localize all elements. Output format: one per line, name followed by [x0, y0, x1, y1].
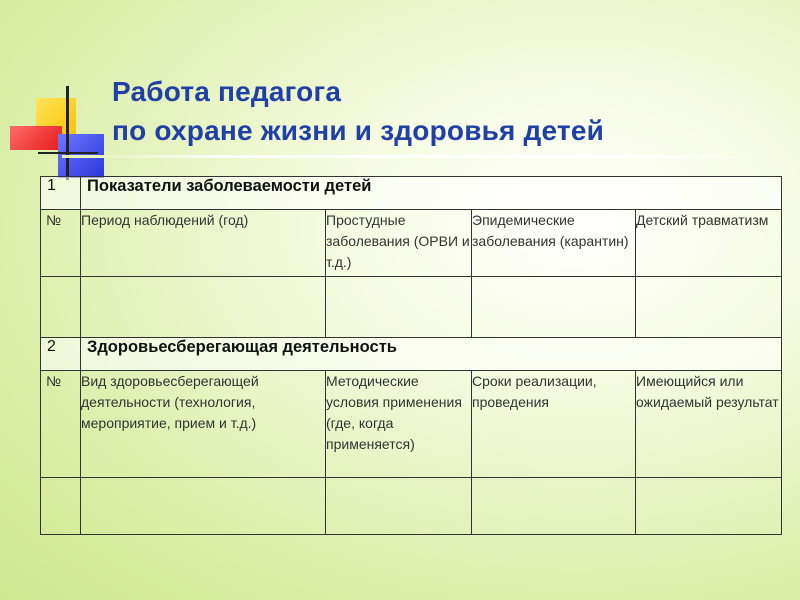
- table-cell: [326, 478, 472, 535]
- section-1-title: Показатели заболеваемости детей: [81, 177, 782, 210]
- table-cell: [81, 277, 326, 338]
- title-line-2: по охране жизни и здоровья детей: [112, 115, 605, 146]
- title-line-1: Работа педагога: [112, 76, 342, 107]
- main-table: [40, 176, 782, 535]
- section-2-number: 2: [41, 338, 81, 371]
- table-cell: [472, 277, 636, 338]
- red-square: [10, 126, 62, 150]
- section-2-row: [41, 338, 782, 371]
- table-cell: [636, 478, 782, 535]
- title-underline: [62, 155, 762, 158]
- table-cell: [81, 478, 326, 535]
- section-1-empty-row: [41, 277, 782, 338]
- section-2-col-num: №: [41, 371, 81, 478]
- section-1-number: 1: [41, 177, 81, 210]
- table-cell: [41, 478, 81, 535]
- section-1-header-row: [41, 210, 782, 277]
- section-2-col-conditions: Методические условия применения (где, когда применяется): [326, 371, 472, 478]
- section-1-row: [41, 177, 782, 210]
- section-2-col-result: Имеющийся или ожидаемый результат: [636, 371, 782, 478]
- section-2-empty-row: [41, 478, 782, 535]
- section-1-col-trauma: Детский травматизм: [636, 210, 782, 277]
- section-1-col-cold: Простудные заболевания (ОРВИ и т.д.): [326, 210, 472, 277]
- table-cell: [326, 277, 472, 338]
- decorative-squares-logo: [8, 80, 118, 180]
- logo-horizontal-line: [38, 152, 98, 154]
- table-cell: [472, 478, 636, 535]
- section-1-col-num: №: [41, 210, 81, 277]
- section-2-col-timing: Сроки реализации, проведения: [472, 371, 636, 478]
- section-2-header-row: [41, 371, 782, 478]
- slide-title: [112, 72, 752, 150]
- section-1-col-epidemic: Эпидемические заболевания (карантин): [472, 210, 636, 277]
- table-cell: [636, 277, 782, 338]
- table-cell: [41, 277, 81, 338]
- section-2-title: Здоровьесберегающая деятельность: [81, 338, 782, 371]
- section-2-col-activity: Вид здоровьесберегающей деятельности (технология, мероприятие, прием и т.д.): [81, 371, 326, 478]
- section-1-col-period: Период наблюдений (год): [81, 210, 326, 277]
- logo-vertical-line: [66, 86, 69, 180]
